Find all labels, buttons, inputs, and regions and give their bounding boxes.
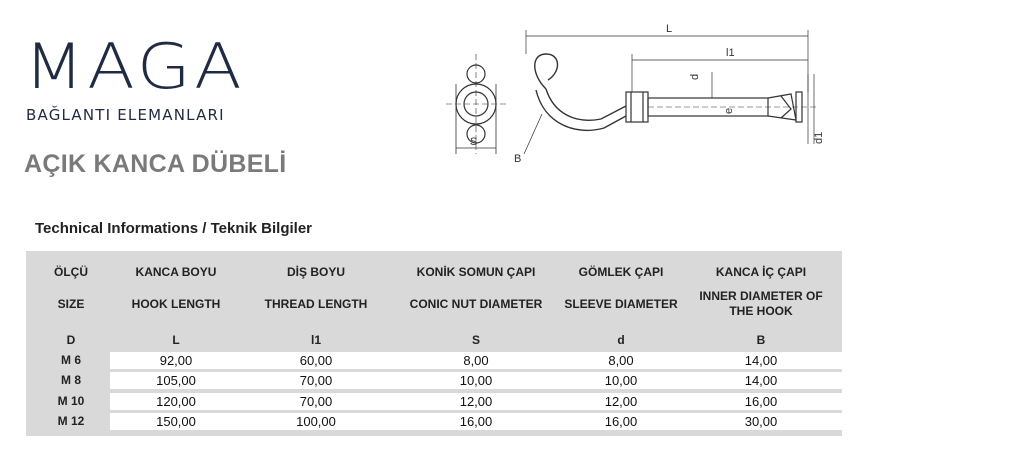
row-size: M 8 [60, 373, 81, 387]
cell-hook-inner: 14,00 [744, 373, 778, 388]
symbol-hook-inner: B [756, 333, 766, 347]
symbol-hook-length: L [172, 333, 180, 347]
symbol-size: D [66, 333, 76, 347]
header-en-thread-length: THREAD LENGTH [264, 297, 368, 311]
header-tr-hook-length: KANCA BOYU [135, 265, 217, 279]
dimension-label-d: d [689, 73, 701, 80]
symbol-sleeve: d [617, 333, 625, 347]
cell-conic-nut: 8,00 [463, 353, 489, 368]
cell-hook-inner: 16,00 [744, 394, 778, 409]
brand-logo [24, 30, 245, 124]
header-tr-size: ÖLÇÜ [54, 265, 88, 279]
brand-name: MAGA [24, 30, 245, 103]
dimension-label-S: S [470, 136, 478, 148]
table-row [110, 372, 842, 389]
symbol-conic-nut: S [471, 333, 480, 347]
technical-drawing [436, 14, 836, 174]
table-row [110, 352, 842, 369]
row-size: M 12 [57, 414, 85, 428]
table-row [110, 413, 842, 430]
brand-tagline: BAĞLANTI ELEMANLARI [26, 106, 225, 124]
cell-sleeve: 12,00 [604, 394, 638, 409]
dimension-label-e: e [723, 107, 735, 114]
cell-hook-length: 105,00 [156, 373, 196, 388]
cell-hook-inner: 30,00 [744, 414, 778, 429]
header-en-hook-inner: INNER DIAMETER OF THE HOOK [699, 289, 823, 318]
cell-thread-length: 60,00 [299, 353, 333, 368]
cell-hook-length: 92,00 [159, 353, 193, 368]
row-size: M 6 [60, 353, 81, 367]
cell-thread-length: 70,00 [299, 394, 333, 409]
header-en-conic-nut: CONIC NUT DIAMETER [409, 297, 543, 311]
cell-sleeve: 16,00 [604, 414, 638, 429]
header-en-sleeve: SLEEVE DIAMETER [564, 297, 678, 311]
header-tr-thread-length: DİŞ BOYU [286, 265, 345, 279]
cell-hook-length: 150,00 [156, 414, 196, 429]
product-title: AÇIK KANCA DÜBELİ [24, 150, 287, 178]
symbol-thread-length: l1 [310, 333, 321, 347]
row-size: M 10 [57, 394, 85, 408]
header-tr-conic-nut: KONİK SOMUN ÇAPI [416, 265, 536, 279]
cell-sleeve: 10,00 [604, 373, 638, 388]
dimension-label-B: B [514, 153, 522, 165]
section-title: Technical Informations / Teknik Bilgiler [35, 220, 313, 237]
cell-conic-nut: 12,00 [459, 394, 493, 409]
dimension-label-d1: d1 [813, 131, 825, 144]
cell-conic-nut: 16,00 [459, 414, 493, 429]
cell-sleeve: 8,00 [608, 353, 634, 368]
cell-thread-length: 100,00 [296, 414, 336, 429]
cell-thread-length: 70,00 [299, 373, 333, 388]
table-row [110, 393, 842, 410]
header-en-size: SIZE [57, 297, 85, 311]
header-en-hook-length: HOOK LENGTH [131, 297, 221, 311]
dimension-label-l1: l1 [726, 47, 735, 59]
cell-conic-nut: 10,00 [459, 373, 493, 388]
technical-table [26, 251, 842, 436]
header-tr-sleeve: GÖMLEK ÇAPI [578, 265, 664, 279]
cell-hook-length: 120,00 [156, 394, 196, 409]
header-tr-hook-inner: KANCA İÇ ÇAPI [715, 265, 807, 279]
cell-hook-inner: 14,00 [744, 353, 778, 368]
dimension-label-L: L [666, 23, 673, 35]
